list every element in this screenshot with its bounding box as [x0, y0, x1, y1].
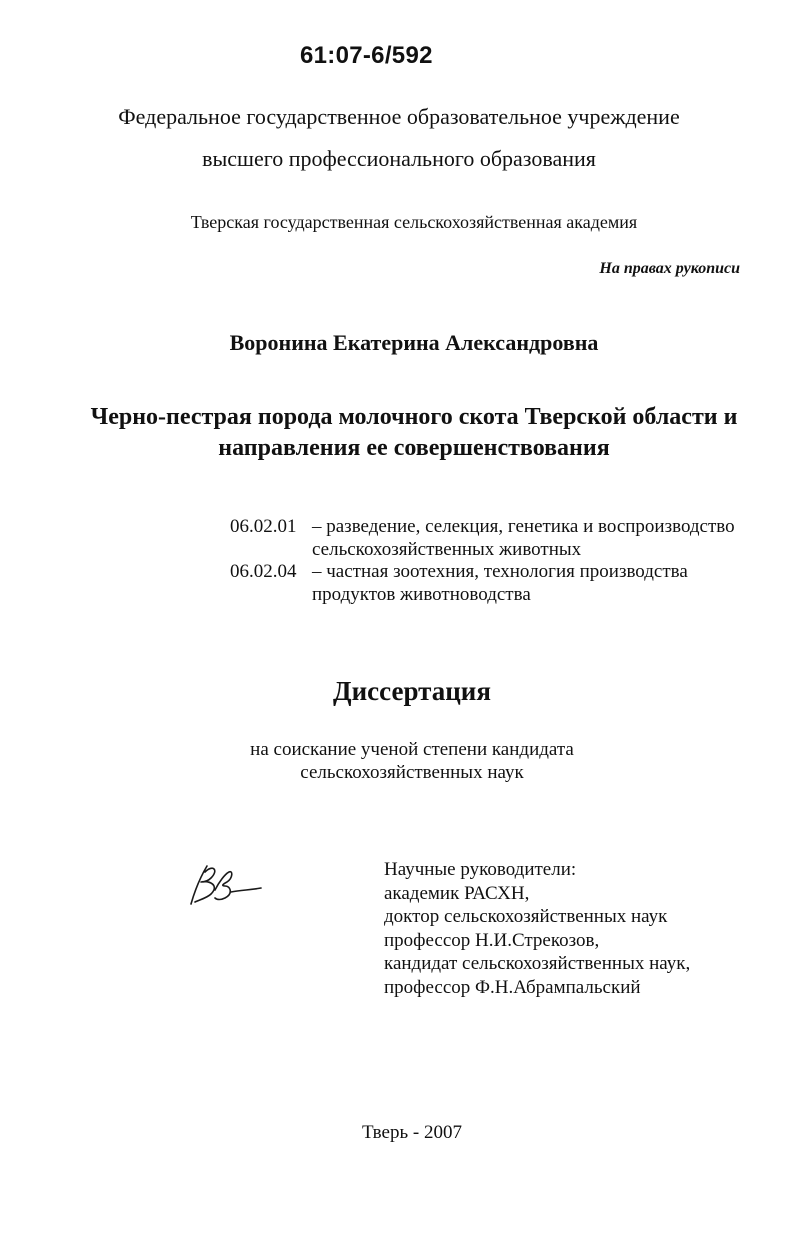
supervisor-line: академик РАСХН, — [384, 882, 530, 904]
document-type: Диссертация — [333, 676, 491, 706]
degree-line-2: сельскохозяйственных наук — [300, 762, 524, 783]
specialty-description: – частная зоотехния, технология производства — [312, 561, 688, 582]
supervisor-line: доктор сельскохозяйственных наук — [384, 906, 668, 927]
specialty-description: – разведение, селекция, генетика и воспроизводство — [312, 516, 735, 537]
specialty-item — [230, 516, 735, 539]
author-name: Воронина Екатерина Александровна — [229, 330, 599, 355]
specialty-code: 06.02.04 — [230, 561, 297, 582]
specialty-code: 06.02.01 — [230, 516, 297, 537]
city-year: Тверь - 2007 — [362, 1122, 462, 1143]
supervisor-line: профессор Н.И.Стрекозов, — [384, 929, 600, 951]
supervisors-block — [384, 858, 690, 999]
supervisors-heading: Научные руководители: — [384, 859, 577, 880]
specialty-description-cont: продуктов животноводства — [312, 583, 531, 605]
dissertation-title: Черно-пестрая порода молочного скота Тверской области и направления ее совершенствования — [90, 404, 738, 461]
registry-code: 61:07-6/592 — [300, 42, 433, 69]
degree-block — [0, 738, 798, 784]
institution-line-1: Федеральное государственное образовательное учреждение — [118, 104, 680, 129]
signature-icon — [185, 860, 265, 910]
manuscript-note: На правах рукописи — [599, 260, 740, 277]
specialty-item — [230, 561, 735, 584]
supervisor-line: кандидат сельскохозяйственных наук, — [384, 953, 691, 974]
degree-line-1: на соискание ученой степени кандидата — [250, 739, 574, 760]
academy-name: Тверская государственная сельскохозяйственная академия — [190, 212, 638, 232]
specialties-block — [230, 516, 735, 606]
supervisor-line: профессор Ф.Н.Абрампальский — [384, 976, 641, 998]
institution-line-2: высшего профессионального образования — [202, 146, 596, 171]
specialty-description-cont: сельскохозяйственных животных — [312, 538, 582, 560]
